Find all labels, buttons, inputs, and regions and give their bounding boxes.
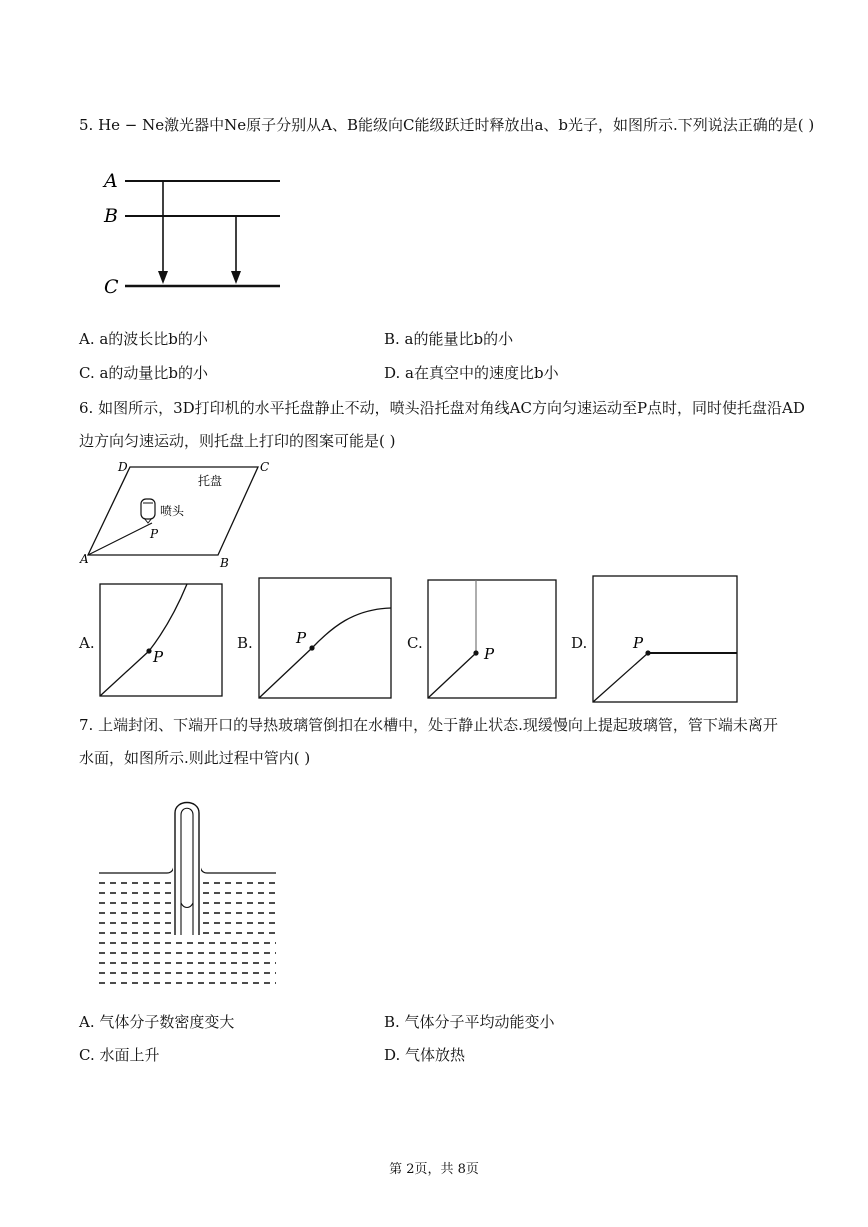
q6-option-c-graph	[427, 579, 557, 699]
q7-stem-line2: 水面，如图所示.则此过程中管内( )	[79, 749, 311, 767]
q7-stem-line1: 7. 上端封闭、下端开口的导热玻璃管倒扣在水槽中，处于静止状态.现缓慢向上提起玻璃管，管下端未离开	[79, 716, 778, 734]
q7-option-c: C. 水面上升	[79, 1046, 160, 1064]
point-p-label: P	[150, 527, 159, 541]
corner-c-label: C	[260, 460, 270, 474]
q6-option-b-label: B.	[237, 634, 253, 652]
q5-option-a: A. a的波长比b的小	[79, 330, 208, 348]
corner-d-label: D	[118, 460, 128, 474]
nozzle-label: 喷头	[160, 504, 185, 518]
q6-b-point-label: P	[296, 629, 307, 647]
corner-a-label: A	[80, 552, 89, 566]
q6-stem-line2: 边方向匀速运动，则托盘上打印的图案可能是( )	[79, 432, 396, 450]
level-c-label: C	[104, 276, 119, 298]
q6-stem-line1: 6. 如图所示，3D打印机的水平托盘静止不动，喷头沿托盘对角线AC方向匀速运动至P点时，同时使托盘沿AD	[79, 399, 805, 417]
q6-option-a-label: A.	[79, 634, 95, 652]
q7-option-d: D. 气体放热	[384, 1046, 466, 1064]
q6-c-point-label: P	[484, 645, 495, 663]
q7-option-b: B. 气体分子平均动能变小	[384, 1013, 555, 1031]
tray-label: 托盘	[198, 474, 223, 488]
q5-stem: 5. He − Ne激光器中Ne原子分别从A、B能级向C能级跃迁时释放出a、b光子，如图所示.下列说法正确的是( )	[79, 116, 815, 134]
q7-tube-in-tank-diagram	[95, 795, 280, 990]
q5-option-d: D. a在真空中的速度比b小	[384, 364, 559, 382]
q5-option-c: C. a的动量比b的小	[79, 364, 209, 382]
q6-option-d-graph	[592, 575, 738, 703]
q6-option-c-label: C.	[407, 634, 423, 652]
q5-option-b: B. a的能量比b的小	[384, 330, 514, 348]
corner-b-label: B	[220, 556, 229, 570]
q6-option-a-graph	[99, 583, 223, 697]
level-b-label: B	[104, 205, 118, 227]
q5-energy-level-diagram	[90, 165, 290, 305]
q6-option-d-label: D.	[571, 634, 588, 652]
q6-a-point-label: P	[153, 648, 164, 666]
q6-option-b-graph	[258, 577, 392, 699]
page-footer: 第 2页，共 8页	[389, 1162, 479, 1177]
q6-tray-diagram	[80, 455, 280, 575]
level-a-label: A	[104, 170, 118, 192]
q6-d-point-label: P	[633, 634, 644, 652]
q7-option-a: A. 气体分子数密度变大	[79, 1013, 235, 1031]
